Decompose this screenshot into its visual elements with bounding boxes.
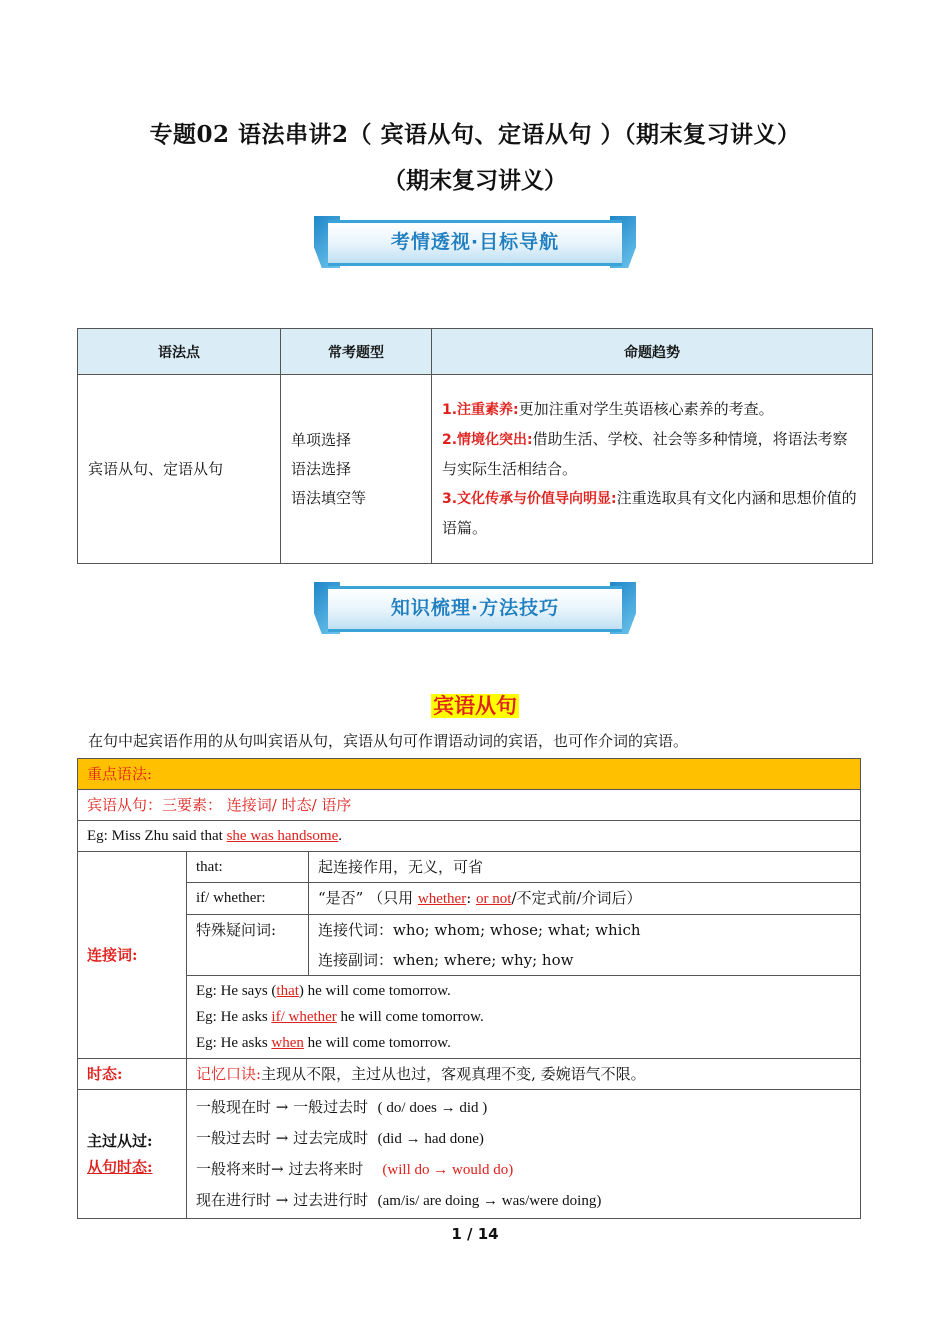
- intro-paragraph: 在句中起宾语作用的从句叫宾语从句，宾语从句可作谓语动词的宾语，也可作介词的宾语。: [88, 732, 689, 750]
- example-text: Eg: He asks: [196, 1009, 272, 1025]
- tense-pair: 现在进行时 → 过去进行时: [196, 1191, 369, 1209]
- example-highlight: that: [276, 983, 299, 999]
- trend-text: 更加注重对学生英语核心素养的考查。: [518, 400, 774, 418]
- tense-pair: 一般过去时 → 过去完成时: [196, 1129, 369, 1147]
- example-line: [196, 978, 851, 1004]
- past-tense-label-cell: [78, 1090, 187, 1219]
- key-grammar-row: 重点语法:: [78, 759, 861, 790]
- pronouns: 连接代词：who; whom; whose; what; which: [309, 915, 861, 946]
- trend-item: [442, 395, 862, 425]
- three-elements-row: 宾语从句：三要素： 连接词/ 时态/ 语序: [78, 790, 861, 821]
- example-highlight: she was handsome: [226, 828, 339, 844]
- if-whether-desc: [309, 883, 861, 915]
- that-label: that:: [187, 852, 309, 883]
- past-tense-label: 主过从过:: [87, 1132, 153, 1150]
- banner-exam-overview-label: 考情透视·目标导航: [390, 231, 560, 253]
- example-line: [196, 1030, 851, 1056]
- tense-rule-label: 记忆口诀:: [196, 1065, 262, 1083]
- desc-highlight: whether: [417, 891, 467, 907]
- banner-knowledge-label: 知识梳理·方法技巧: [390, 597, 560, 619]
- section-heading: [0, 690, 950, 720]
- tense-form: (will do → would do): [382, 1162, 514, 1178]
- tense-shift-list: [187, 1090, 861, 1219]
- trend-label: 2.情境化突出:: [442, 432, 533, 448]
- tense-rule-text: 主现从不限，主过从也过，客观真理不变, 委婉语气不限。: [261, 1065, 646, 1083]
- example-text: Eg: He asks: [196, 1035, 272, 1051]
- banner-exam-overview: [314, 214, 636, 270]
- page-number: 1 / 14: [451, 1225, 499, 1243]
- desc-text: “是否” （只用: [318, 889, 418, 907]
- tense-shift-row: [196, 1123, 851, 1154]
- cell-grammar-point: 宾语从句、定语从句: [78, 375, 281, 564]
- example-text: he will come tomorrow.: [336, 1009, 484, 1025]
- example-highlight: when: [271, 1035, 304, 1051]
- tense-shift-row: [196, 1092, 851, 1123]
- banner-knowledge: [314, 580, 636, 636]
- adverbs: 连接副词：when; where; why; how: [309, 945, 861, 976]
- trend-item: [442, 484, 862, 543]
- question-type: 语法填空等: [291, 488, 367, 507]
- cell-question-types: [281, 375, 432, 564]
- example-text: ) he will come tomorrow.: [298, 983, 451, 999]
- example-highlight: if/ whether: [271, 1009, 337, 1025]
- clause-tense-label: 从句时态:: [87, 1158, 153, 1176]
- tense-pair: 一般现在时 → 一般过去时: [196, 1098, 369, 1116]
- trend-text: 借助生活、学校、社会等多种情境，将语法考察与实际生活相结合。: [442, 430, 848, 478]
- trend-label: 1.注重素养:: [442, 402, 519, 418]
- trend-label: 3.文化传承与价值导向明显:: [442, 491, 617, 507]
- example-text: Eg: Miss Zhu said that: [87, 828, 227, 844]
- that-desc: 起连接作用，无义，可省: [309, 852, 861, 883]
- cell-trends: [432, 375, 873, 564]
- trend-text: 注重选取具有文化内涵和思想价值的语篇。: [442, 489, 857, 537]
- tense-form: (did → had done): [377, 1131, 484, 1147]
- tense-shift-row: [196, 1185, 851, 1216]
- if-whether-label: if/ whether:: [187, 883, 309, 915]
- desc-text: /不定式前/介词后）: [511, 889, 642, 907]
- tense-rule: [187, 1059, 861, 1090]
- desc-highlight: or not: [476, 891, 512, 907]
- connective-examples: [187, 976, 861, 1059]
- connectives-label: 连接词:: [78, 852, 187, 1059]
- tense-label: 时态:: [78, 1059, 187, 1090]
- header-question-types: 常考题型: [281, 329, 432, 375]
- example-line: [196, 1004, 851, 1030]
- special-label: 特殊疑问词:: [187, 915, 309, 976]
- tense-shift-row: [196, 1154, 851, 1185]
- header-trends: 命题趋势: [432, 329, 873, 375]
- page-title: 专题02 语法串讲2（ 宾语从句、定语从句 ）（期末复习讲义）: [149, 121, 801, 148]
- tense-form: ( do/ does → did ): [377, 1100, 488, 1116]
- tense-pair: 一般将来时→ 过去将来时: [196, 1160, 364, 1178]
- section-heading-text: 宾语从句: [433, 694, 517, 718]
- page-subtitle: （期末复习讲义）: [383, 167, 567, 194]
- header-grammar-point: 语法点: [78, 329, 281, 375]
- desc-text: :: [466, 889, 477, 907]
- tense-form: (am/is/ are doing → was/were doing): [377, 1193, 602, 1209]
- example-text: he will come tomorrow.: [303, 1035, 451, 1051]
- exam-overview-table: [77, 328, 873, 564]
- question-type: 单项选择: [291, 430, 352, 449]
- object-clause-table: [77, 758, 861, 1219]
- example-text: Eg: He says (: [196, 983, 277, 999]
- trend-item: [442, 425, 862, 484]
- question-type: 语法选择: [291, 459, 352, 478]
- example-intro-row: [78, 821, 861, 852]
- example-text: .: [338, 828, 342, 844]
